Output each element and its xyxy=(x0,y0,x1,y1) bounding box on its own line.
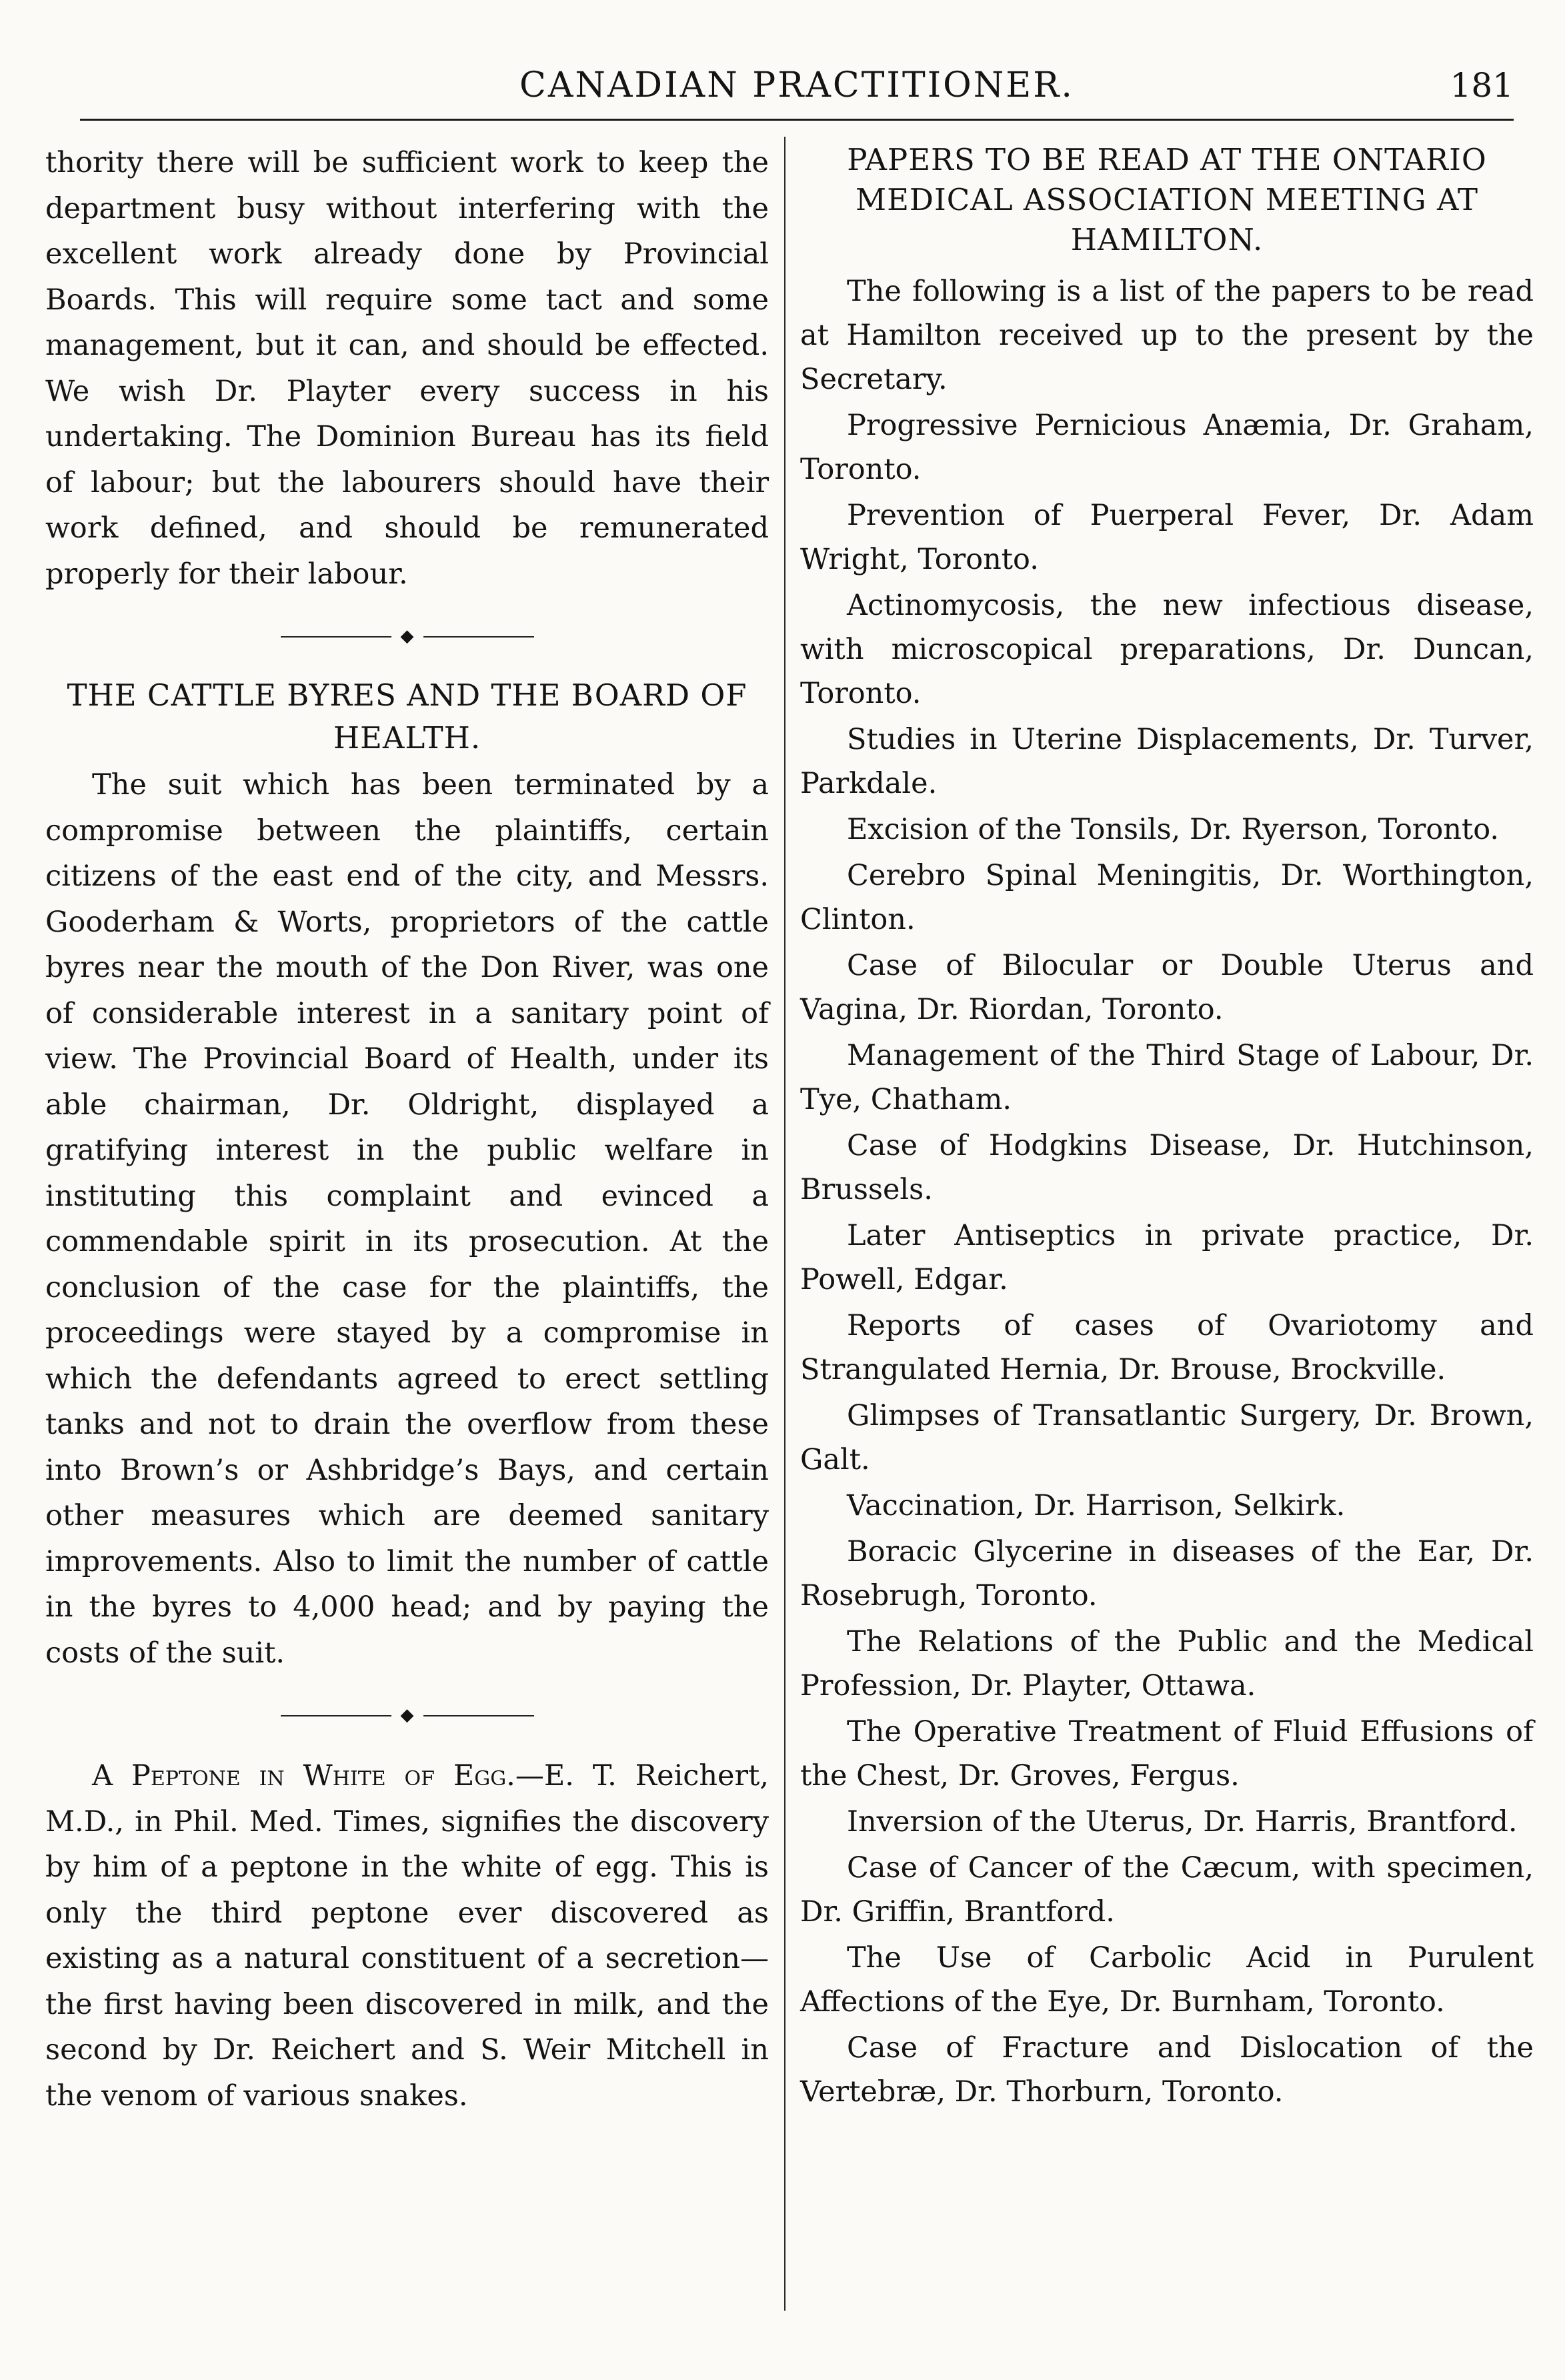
running-title: CANADIAN PRACTITIONER. xyxy=(519,65,1074,105)
paper-entry: Boracic Glycerine in diseases of the Ear, Dr. Rosebrugh, Toronto. xyxy=(800,1535,1534,1612)
section-divider xyxy=(45,1706,769,1722)
right-column xyxy=(800,140,1534,2116)
paper-entry: Excision of the Tonsils, Dr. Ryerson, Toronto. xyxy=(847,813,1499,846)
paper-entry: Case of Cancer of the Cæcum, with specimen, Dr. Griffin, Brantford. xyxy=(800,1851,1534,1929)
header-rule xyxy=(80,119,1514,121)
paper-entry: Case of Fracture and Dislocation of the Vertebræ, Dr. Thorburn, Toronto. xyxy=(800,2031,1534,2109)
paper-entry: Case of Hodgkins Disease, Dr. Hutchinson, Brussels. xyxy=(800,1129,1534,1206)
papers-intro: The following is a list of the papers to be read at Hamilton received up to the present by the Secretary. xyxy=(800,275,1534,396)
paper-entry: Inversion of the Uterus, Dr. Harris, Brantford. xyxy=(847,1805,1518,1839)
peptone-paragraph xyxy=(45,1753,769,2119)
paper-entry: Actinomycosis, the new infectious disease, with microscopical preparations, Dr. Duncan, Toronto. xyxy=(800,589,1534,710)
cattle-byres-title: THE CATTLE BYRES AND THE BOARD OF HEALTH. xyxy=(67,678,747,756)
paper-entry: The Use of Carbolic Acid in Purulent Affections of the Eye, Dr. Burnham, Toronto. xyxy=(800,1941,1534,2019)
papers-title: PAPERS TO BE READ AT THE ONTARIO MEDICAL ASSOCIATION MEETING AT HAMILTON. xyxy=(847,142,1487,257)
paper-entry: Reports of cases of Ovariotomy and Strangulated Hernia, Dr. Brouse, Brockville. xyxy=(800,1309,1534,1386)
paper-entry: The Relations of the Public and the Medical Profession, Dr. Playter, Ottawa. xyxy=(800,1625,1534,1702)
running-head xyxy=(80,59,1514,119)
paper-entry: Glimpses of Transatlantic Surgery, Dr. Brown, Galt. xyxy=(800,1399,1534,1476)
paper-entry: Management of the Third Stage of Labour, Dr. Tye, Chatham. xyxy=(800,1039,1534,1116)
papers-list xyxy=(800,403,1534,2114)
paper-entry: Cerebro Spinal Meningitis, Dr. Worthington, Clinton. xyxy=(800,859,1534,936)
page-number: 181 xyxy=(1450,66,1514,105)
paper-entry: Prevention of Puerperal Fever, Dr. Adam Wright, Toronto. xyxy=(800,499,1534,576)
cattle-byres-paragraph: The suit which has been terminated by a compromise between the plaintiffs, certain citizens of the east end of the city, and Messrs. Gooderham & Worts, proprietors of the cattle byres near the mouth of the Don River, was one of considerable interest in a sanitary point of view. The Provincial Board of Health, under its able chairman, Dr. Oldright, displayed a gratifying interest in the public welfare in instituting this complaint and evinced a commendable spirit in its prosecution. At the conclusion of the case for the plaintiffs, the proceedings were stayed by a compromise in which the defendants agreed to erect settling tanks and not to drain the overflow from these into Brown’s or Ashbridge’s Bays, and certain other measures which are deemed sanitary improvements. Also to limit the number of cattle in the byres to 4,000 head; and by paying the costs of the suit. xyxy=(45,768,769,1670)
continuation-paragraph: thority there will be sufficient work to keep the department busy without interfering with the excellent work already done by Provincial Boards. This will require some tact and some management, but it can, and should be effected. We wish Dr. Playter every success in his undertaking. The Dominion Bureau has its field of labour; but the labourers should have their work defined, and should be remunerated properly for their labour. xyxy=(45,146,769,591)
section-divider xyxy=(45,628,769,644)
peptone-title: A Peptone in White of Egg. xyxy=(92,1759,515,1793)
peptone-body: —E. T. Reichert, M.D., in Phil. Med. Times, signifies the discovery by him of a peptone in the white of egg. This is only the third peptone ever discovered as existing as a natural constituent of a secretion—the first having been discovered in milk, and the second by Dr. Reichert and S. Weir Mitchell in the venom of various snakes. xyxy=(45,1759,769,2113)
paper-entry: The Operative Treatment of Fluid Effusions of the Chest, Dr. Groves, Fergus. xyxy=(800,1715,1534,1793)
paper-entry: Studies in Uterine Displacements, Dr. Turver, Parkdale. xyxy=(800,723,1534,800)
column-rule xyxy=(784,137,786,2311)
left-column xyxy=(45,140,769,2119)
paper-entry: Case of Bilocular or Double Uterus and Vagina, Dr. Riordan, Toronto. xyxy=(800,949,1534,1026)
paper-entry: Later Antiseptics in private practice, Dr. Powell, Edgar. xyxy=(800,1219,1534,1296)
paper-entry: Progressive Pernicious Anæmia, Dr. Graham, Toronto. xyxy=(800,409,1534,486)
paper-entry: Vaccination, Dr. Harrison, Selkirk. xyxy=(847,1489,1346,1522)
